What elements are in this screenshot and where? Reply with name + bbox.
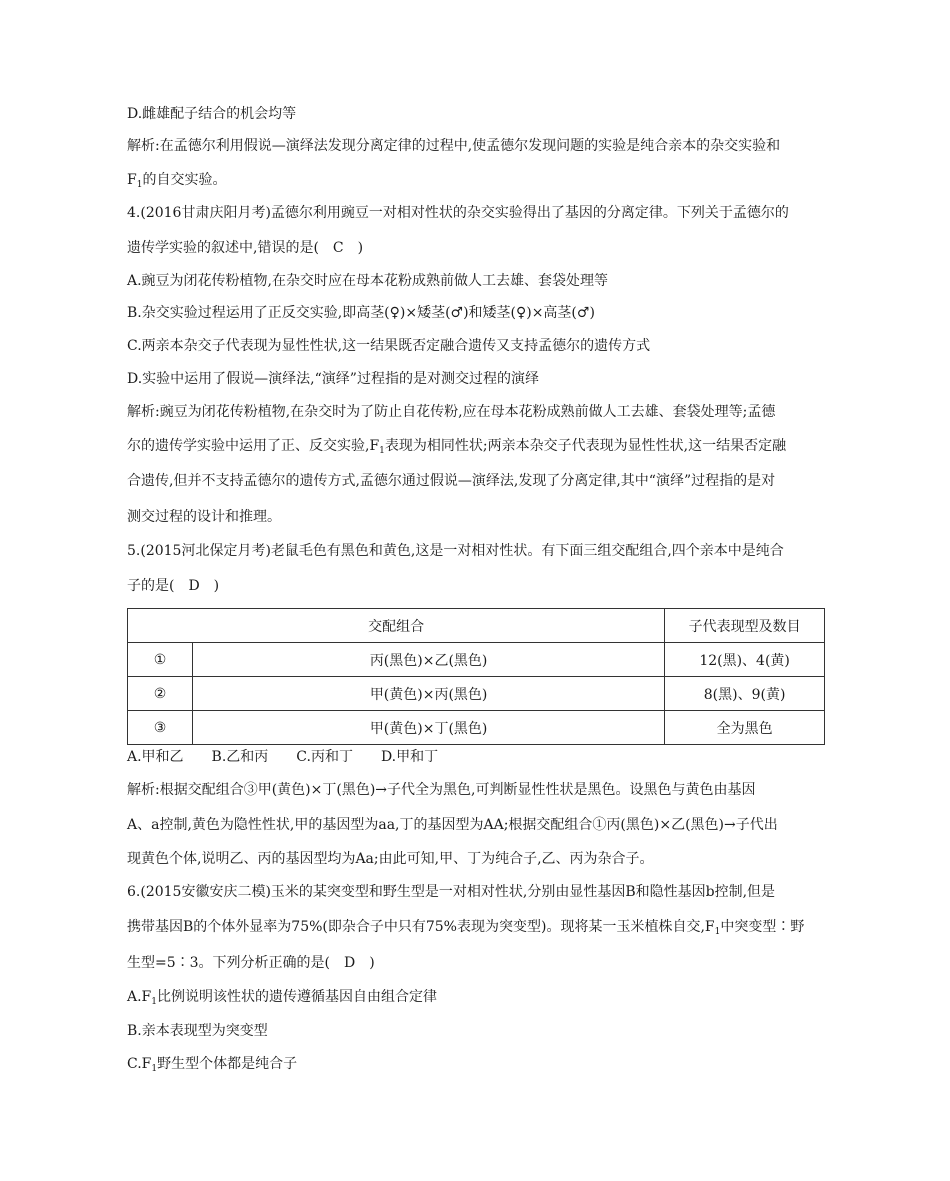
- q5-analysis-line2: A、a控制,黄色为隐性性状,甲的基因型为aa,丁的基因型为AA;根据交配组合①丙(黑色)×乙(黑色)→子代出: [127, 817, 778, 833]
- subscript: 1: [136, 180, 143, 190]
- q5-stem-line2: 子的是( D ): [127, 578, 220, 594]
- text: 比例说明该性状的遗传遵循基因自由组合定律: [157, 989, 438, 1005]
- q4-stem-line2: 遗传学实验的叙述中,错误的是( C ): [127, 240, 364, 256]
- q5-analysis-line1: 解析:根据交配组合③甲(黄色)×丁(黑色)→子代全为黑色,可判断显性性状是黑色。设黑色与黄色由基因: [127, 782, 756, 798]
- q5-options: A.甲和乙 B.乙和丙 C.丙和丁 D.甲和丁: [127, 749, 439, 765]
- table-header-row: [128, 609, 825, 643]
- row-number: ①: [128, 643, 193, 677]
- row-number: ③: [128, 711, 193, 745]
- text: 野生型个体都是纯合子: [157, 1056, 298, 1072]
- q4-analysis-line1: 解析:豌豆为闭花传粉植物,在杂交时为了防止自花传粉,应在母本花粉成熟前做人工去雄、套袋处理等;孟德: [127, 404, 776, 420]
- cross-table: [127, 608, 825, 745]
- q6-stem-line3: 生型=5∶3。下列分析正确的是( D ): [127, 955, 375, 971]
- subscript: 1: [714, 927, 721, 937]
- q6-stem-line2: [127, 917, 804, 939]
- text: 尔的遗传学实验中运用了正、反交实验,F: [127, 438, 380, 454]
- text: F: [127, 172, 137, 188]
- q4-analysis-line4: 测交过程的设计和推理。: [127, 509, 281, 525]
- q3-analysis-line1: 解析:在孟德尔利用假说—演绎法发现分离定律的过程中,使孟德尔发现问题的实验是纯合亲本的杂交实验和: [127, 138, 781, 154]
- q3-analysis-line2: [127, 170, 226, 192]
- subscript: 1: [379, 446, 385, 456]
- row-cross: 甲(黄色)×丁(黑色): [193, 711, 665, 745]
- table-row: [128, 711, 825, 745]
- header-offspring: 子代表现型及数目: [665, 609, 825, 643]
- row-cross: 甲(黄色)×丙(黑色): [193, 677, 665, 711]
- text: A.F: [127, 989, 152, 1005]
- q5-analysis-line3: 现黄色个体,说明乙、丙的基因型均为Aa;由此可知,甲、丁为纯合子,乙、丙为杂合子。: [127, 851, 654, 867]
- subscript: 1: [151, 997, 158, 1007]
- text: 携带基因B的个体外显率为75%(即杂合子中只有75%表现为突变型)。现将某一玉米植株自交,F: [127, 919, 715, 935]
- q5-stem-line1: 5.(2015河北保定月考)老鼠毛色有黑色和黄色,这是一对相对性状。有下面三组交配组合,四个亲本中是纯合: [127, 543, 784, 559]
- text: 的自交实验。: [142, 172, 227, 188]
- q6-stem-line1: 6.(2015安徽安庆二模)玉米的某突变型和野生型是一对相对性状,分别由显性基因B和隐性基因b控制,但是: [127, 884, 776, 900]
- header-cross: 交配组合: [128, 609, 665, 643]
- text: 表现为相同性状;两亲本杂交子代表现为显性性状,这一结果否定融: [384, 438, 787, 454]
- row-cross: 丙(黑色)×乙(黑色): [193, 643, 665, 677]
- row-offspring: 12(黑)、4(黄): [665, 643, 825, 677]
- row-offspring: 8(黑)、9(黄): [665, 677, 825, 711]
- subscript: 1: [151, 1064, 158, 1074]
- q6-option-c: [127, 1054, 297, 1076]
- q4-analysis-line3: 合遗传,但并不支持孟德尔的遗传方式,孟德尔通过假说—演绎法,发现了分离定律,其中“演绎”过程指的是对: [127, 473, 776, 489]
- q4-option-a: A.豌豆为闭花传粉植物,在杂交时应在母本花粉成熟前做人工去雄、套袋处理等: [127, 273, 609, 289]
- q6-option-a: [127, 987, 437, 1009]
- table-row: [128, 677, 825, 711]
- text: C.F: [127, 1056, 152, 1072]
- row-number: ②: [128, 677, 193, 711]
- q3-option-d: D.雌雄配子结合的机会均等: [127, 106, 297, 122]
- text: 中突变型∶野: [720, 919, 805, 935]
- q4-option-d: D.实验中运用了假说—演绎法,“演绎”过程指的是对测交过程的演绎: [127, 371, 539, 387]
- q4-analysis-line2: [127, 436, 786, 458]
- table-row: [128, 643, 825, 677]
- q4-option-c: C.两亲本杂交子代表现为显性性状,这一结果既否定融合遗传又支持孟德尔的遗传方式: [127, 338, 651, 354]
- q6-option-b: B.亲本表现型为突变型: [127, 1023, 268, 1039]
- q4-option-b: B.杂交实验过程运用了正反交实验,即高茎(♀)×矮茎(♂)和矮茎(♀)×高茎(♂): [127, 305, 595, 321]
- q4-stem-line1: 4.(2016甘肃庆阳月考)孟德尔利用豌豆一对相对性状的杂交实验得出了基因的分离定律。下列关于孟德尔的: [127, 205, 789, 221]
- row-offspring: 全为黑色: [665, 711, 825, 745]
